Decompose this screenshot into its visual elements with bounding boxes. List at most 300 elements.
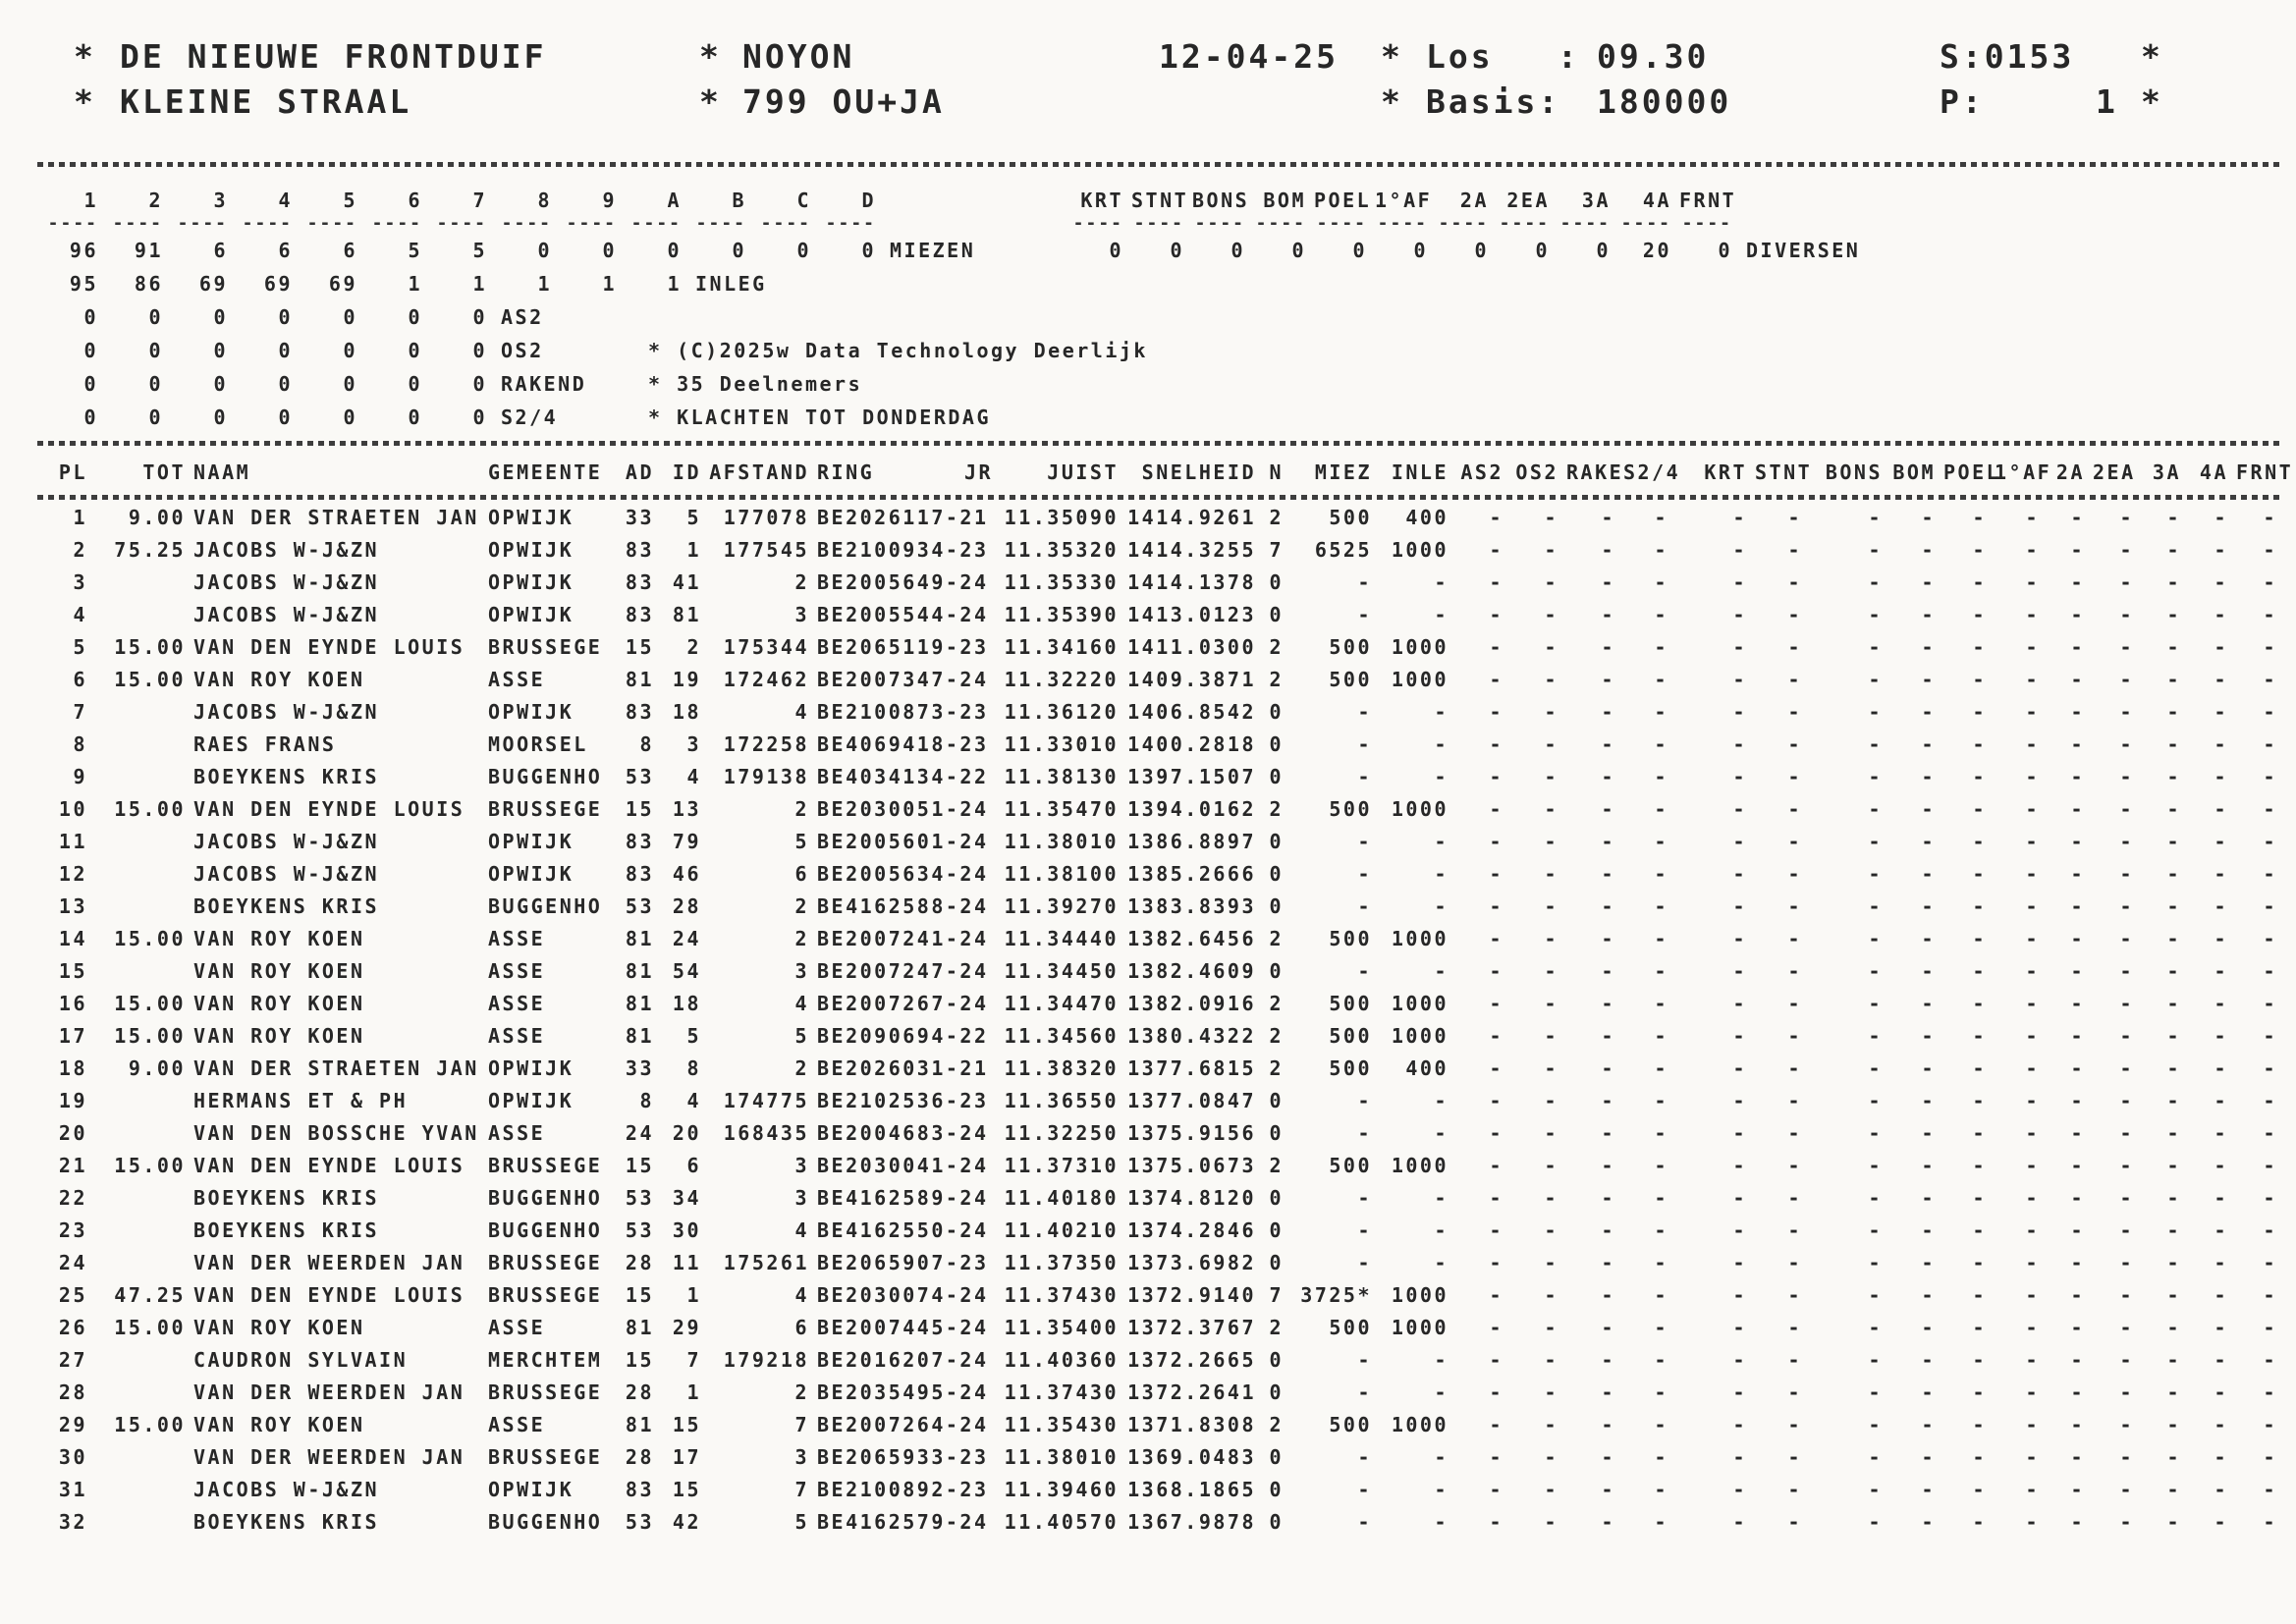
result-row <box>37 630 2281 663</box>
cell-id: 5 <box>686 505 701 529</box>
cell-4a: - <box>2214 569 2228 594</box>
cell-bons: - <box>1868 699 1883 724</box>
club-name: DE NIEUWE FRONTDUIF <box>120 37 547 76</box>
cell-rake: - <box>1601 1380 1615 1404</box>
cell-id: 42 <box>672 1509 701 1534</box>
cell-s2-4: - <box>1654 1218 1668 1242</box>
cell-rake: - <box>1601 829 1615 853</box>
cell-rake: - <box>1601 569 1615 594</box>
cell-pl: 7 <box>73 699 87 724</box>
result-row <box>37 890 2281 922</box>
cell-naam: VAN DER STRAETEN JAN <box>193 1056 479 1080</box>
cell-id: 11 <box>672 1250 701 1274</box>
cell-ring: BE2100873-23 <box>817 699 989 724</box>
cell-n: 0 <box>1269 829 1284 853</box>
cell-snelheid: 1394.0162 <box>1127 796 1256 821</box>
cell-os2: - <box>1544 893 1558 918</box>
cell-as2: - <box>1489 1250 1503 1274</box>
cell-2ea: - <box>2119 861 2134 886</box>
cell-naam: VAN DEN EYNDE LOUIS <box>193 796 465 821</box>
stats-row-label: DIVERSEN <box>1746 239 1861 262</box>
cell-3a: - <box>2166 1509 2181 1534</box>
cell-2a: - <box>2070 1509 2085 1534</box>
cell-gemeente: BRUSSEGE <box>488 796 603 821</box>
cell-os2: - <box>1544 1347 1558 1372</box>
cell-4a: - <box>2214 1056 2228 1080</box>
cell-bom: - <box>1921 634 1936 659</box>
cell-bons: - <box>1868 667 1883 691</box>
star-mark: * <box>1381 82 1403 121</box>
cell-3a: - <box>2166 1282 2181 1307</box>
stats-value: 0 <box>1230 239 1245 262</box>
stats-label-spacer <box>1736 173 1893 212</box>
cell-os2: - <box>1544 1444 1558 1469</box>
stats-value: 0 <box>1718 239 1732 262</box>
cell-stnt: - <box>1787 634 1802 659</box>
cell-stnt: - <box>1787 1477 1802 1501</box>
stats-value: 0 <box>343 305 357 329</box>
cell-pl: 18 <box>58 1056 87 1080</box>
stats-value: 0 <box>343 372 357 396</box>
cell-s2-4: - <box>1654 731 1668 756</box>
cell-bons: - <box>1868 926 1883 950</box>
cell-ad: 53 <box>625 1509 654 1534</box>
cell-rake: - <box>1601 634 1615 659</box>
cell-3a: - <box>2166 1250 2181 1274</box>
cell-rake: - <box>1601 764 1615 788</box>
cell-as2: - <box>1489 569 1503 594</box>
cell-4a: - <box>2214 602 2228 626</box>
stats-value: 0 <box>472 339 487 362</box>
cell-juist: 11.37430 <box>1004 1380 1119 1404</box>
cell-2a: - <box>2070 731 2085 756</box>
stats-row-s2-4 <box>37 401 1893 434</box>
cell-bom: - <box>1921 1380 1936 1404</box>
result-row <box>37 1376 2281 1408</box>
result-row <box>37 1214 2281 1246</box>
cell-pl: 5 <box>73 634 87 659</box>
cell-ad: 15 <box>625 1347 654 1372</box>
col-krt: KRT <box>1704 460 1747 484</box>
cell-naam: JACOBS W-J&ZN <box>193 602 380 626</box>
cell-juist: 11.39270 <box>1004 893 1119 918</box>
cell-krt: - <box>1732 699 1747 724</box>
cell-stnt: - <box>1787 1088 1802 1112</box>
cell-gemeente: OPWIJK <box>488 1088 574 1112</box>
cell-s2-4: - <box>1654 829 1668 853</box>
cell-s2-4: - <box>1654 1347 1668 1372</box>
cell-rake: - <box>1601 893 1615 918</box>
cell-s2-4: - <box>1654 1250 1668 1274</box>
cell-krt: - <box>1732 1120 1747 1145</box>
col-afstand: AFSTAND <box>709 460 809 484</box>
cell-2ea: - <box>2119 1120 2134 1145</box>
stats-col-7: 7 <box>472 189 487 212</box>
stats-value: 0 <box>278 339 293 362</box>
cell-2a: - <box>2070 699 2085 724</box>
cell-4a: - <box>2214 699 2228 724</box>
cell-os2: - <box>1544 1509 1558 1534</box>
cell-miez: - <box>1357 1185 1372 1210</box>
stats-row-label-cell <box>491 367 1893 401</box>
cell-3a: - <box>2166 1218 2181 1242</box>
cell-frnt: - <box>2263 991 2277 1015</box>
col-ring: RING <box>817 460 875 484</box>
cell-as2: - <box>1489 893 1503 918</box>
cell-2a: - <box>2070 861 2085 886</box>
cell-as2: - <box>1489 926 1503 950</box>
cell-2a: - <box>2070 926 2085 950</box>
stats-value: 0 <box>83 406 98 429</box>
cell-ad: 28 <box>625 1250 654 1274</box>
stats-value: 0 <box>343 339 357 362</box>
cell-stnt: - <box>1787 829 1802 853</box>
cell-pl: 1 <box>73 505 87 529</box>
cell-3a: - <box>2166 1315 2181 1339</box>
cell-ring: BE2005601-24 <box>817 829 989 853</box>
cell-krt: - <box>1732 893 1747 918</box>
cell-poel: - <box>1972 634 1987 659</box>
cell-tot: 15.00 <box>114 1412 186 1436</box>
cell-s2-4: - <box>1654 764 1668 788</box>
release-label: Los <box>1426 37 1494 76</box>
cell-poel: - <box>1972 1509 1987 1534</box>
stats-value: 0 <box>1596 239 1611 262</box>
cell-gemeente: BUGGENHO <box>488 893 603 918</box>
col-2ea: 2EA <box>2093 460 2136 484</box>
cell-n: 0 <box>1269 1347 1284 1372</box>
cell-s2-4: - <box>1654 1185 1668 1210</box>
cell-1af: - <box>2025 1477 2040 1501</box>
cell-n: 0 <box>1269 1509 1284 1534</box>
cell-1af: - <box>2025 764 2040 788</box>
cell-as2: - <box>1489 1153 1503 1177</box>
result-row <box>37 954 2281 987</box>
cell-ring: BE2065119-23 <box>817 634 989 659</box>
cell-bons: - <box>1868 1509 1883 1534</box>
cell-juist: 11.37350 <box>1004 1250 1119 1274</box>
cell-3a: - <box>2166 861 2181 886</box>
cell-1af: - <box>2025 1088 2040 1112</box>
cell-bom: - <box>1921 1153 1936 1177</box>
cell-snelheid: 1414.9261 <box>1127 505 1256 529</box>
cell-4a: - <box>2214 764 2228 788</box>
cell-gemeente: OPWIJK <box>488 829 574 853</box>
cell-as2: - <box>1489 1315 1503 1339</box>
cell-3a: - <box>2166 1088 2181 1112</box>
cell-3a: - <box>2166 764 2181 788</box>
cell-snelheid: 1409.3871 <box>1127 667 1256 691</box>
cell-miez: - <box>1357 569 1372 594</box>
cell-krt: - <box>1732 861 1747 886</box>
col-frnt: FRNT <box>2236 460 2294 484</box>
cell-bom: - <box>1921 731 1936 756</box>
cell-rake: - <box>1601 505 1615 529</box>
cell-n: 0 <box>1269 764 1284 788</box>
cell-id: 18 <box>672 991 701 1015</box>
cell-tot <box>91 825 190 857</box>
cell-ring: BE2030051-24 <box>817 796 989 821</box>
cell-2a: - <box>2070 667 2085 691</box>
cell-2ea: - <box>2119 1023 2134 1048</box>
cell-ad: 83 <box>625 861 654 886</box>
cell-4a: - <box>2214 537 2228 562</box>
col-bons: BONS <box>1825 460 1883 484</box>
cell-miez: - <box>1357 1088 1372 1112</box>
cell-1af: - <box>2025 1056 2040 1080</box>
cell-frnt: - <box>2263 1218 2277 1242</box>
cell-2a: - <box>2070 1380 2085 1404</box>
col-rake: RAKE <box>1566 460 1624 484</box>
cell-pl: 17 <box>58 1023 87 1048</box>
race-name: NOYON <box>742 37 855 76</box>
cell-ad: 81 <box>625 1315 654 1339</box>
stats-value: 1 <box>602 272 617 296</box>
cell-bom: - <box>1921 699 1936 724</box>
cell-3a: - <box>2166 1380 2181 1404</box>
cell-2ea: - <box>2119 926 2134 950</box>
result-row <box>37 987 2281 1019</box>
cell-frnt: - <box>2263 1347 2277 1372</box>
cell-gemeente: BRUSSEGE <box>488 1250 603 1274</box>
cell-pl: 11 <box>58 829 87 853</box>
cell-2ea: - <box>2119 1185 2134 1210</box>
cell-pl: 31 <box>58 1477 87 1501</box>
cell-naam: VAN ROY KOEN <box>193 667 365 691</box>
stats-value: 0 <box>796 239 811 262</box>
col-miez: MIEZ <box>1314 460 1372 484</box>
cell-s2-4: - <box>1654 1023 1668 1048</box>
cell-3a: - <box>2166 893 2181 918</box>
cell-ring: BE4069418-23 <box>817 731 989 756</box>
cell-stnt: - <box>1787 958 1802 983</box>
cell-naam: VAN DEN EYNDE LOUIS <box>193 1282 465 1307</box>
cell-bons: - <box>1868 764 1883 788</box>
cell-krt: - <box>1732 991 1747 1015</box>
cell-snelheid: 1382.0916 <box>1127 991 1256 1015</box>
cell-gemeente: OPWIJK <box>488 1056 574 1080</box>
cell-stnt: - <box>1787 1120 1802 1145</box>
stats-value: 0 <box>1352 239 1367 262</box>
cell-bons: - <box>1868 602 1883 626</box>
cell-ad: 33 <box>625 1056 654 1080</box>
col-bom: BOM <box>1892 460 1936 484</box>
stats-value: 91 <box>134 239 163 262</box>
stats-value: 6 <box>213 239 228 262</box>
cell-ad: 81 <box>625 1023 654 1048</box>
cell-bons: - <box>1868 893 1883 918</box>
stats-value: 0 <box>83 305 98 329</box>
cell-snelheid: 1380.4322 <box>1127 1023 1256 1048</box>
cell-ad: 83 <box>625 699 654 724</box>
cell-frnt: - <box>2263 893 2277 918</box>
stats-value: 0 <box>537 239 552 262</box>
cell-naam: JACOBS W-J&ZN <box>193 699 380 724</box>
cell-bons: - <box>1868 634 1883 659</box>
cell-2ea: - <box>2119 991 2134 1015</box>
cell-frnt: - <box>2263 796 2277 821</box>
cell-ad: 15 <box>625 1282 654 1307</box>
cell-as2: - <box>1489 1056 1503 1080</box>
cell-as2: - <box>1489 667 1503 691</box>
stats-value: 1 <box>667 272 682 296</box>
cell-bom: - <box>1921 1023 1936 1048</box>
cell-snelheid: 1373.6982 <box>1127 1250 1256 1274</box>
cell-id: 20 <box>672 1120 701 1145</box>
cell-pl: 26 <box>58 1315 87 1339</box>
cell-stnt: - <box>1787 667 1802 691</box>
cell-n: 0 <box>1269 1250 1284 1274</box>
cell-2a: - <box>2070 505 2085 529</box>
cell-id: 18 <box>672 699 701 724</box>
cell-pl: 23 <box>58 1218 87 1242</box>
cell-rake: - <box>1601 1509 1615 1534</box>
cell-poel: - <box>1972 1444 1987 1469</box>
stats-value: 0 <box>213 372 228 396</box>
cell-krt: - <box>1732 958 1747 983</box>
cell-as2: - <box>1489 505 1503 529</box>
cell-2a: - <box>2070 1056 2085 1080</box>
cell-ad: 53 <box>625 893 654 918</box>
cell-id: 81 <box>672 602 701 626</box>
cell-inle: - <box>1434 699 1449 724</box>
cell-bom: - <box>1921 1347 1936 1372</box>
cell-stnt: - <box>1787 1056 1802 1080</box>
cell-rake: - <box>1601 1218 1615 1242</box>
cell-miez: 3725* <box>1300 1282 1372 1307</box>
sheet-header <box>37 29 2282 155</box>
cell-afstand: 3 <box>794 958 809 983</box>
cell-as2: - <box>1489 796 1503 821</box>
cell-miez: - <box>1357 1509 1372 1534</box>
cell-n: 2 <box>1269 667 1284 691</box>
stats-row-label: OS2 <box>501 339 544 362</box>
cell-frnt: - <box>2263 958 2277 983</box>
stats-col-FRNT: FRNT <box>1679 189 1737 212</box>
cell-juist: 11.38320 <box>1004 1056 1119 1080</box>
cell-ring: BE2005649-24 <box>817 569 989 594</box>
cell-2ea: - <box>2119 537 2134 562</box>
cell-4a: - <box>2214 731 2228 756</box>
cell-1af: - <box>2025 991 2040 1015</box>
cell-bom: - <box>1921 1412 1936 1436</box>
cell-bons: - <box>1868 1347 1883 1372</box>
stats-value: 0 <box>1291 239 1306 262</box>
stats-row-inleg <box>37 267 1893 300</box>
stats-value: 0 <box>83 372 98 396</box>
stats-col-6: 6 <box>408 189 422 212</box>
cell-2a: - <box>2070 829 2085 853</box>
cell-rake: - <box>1601 1120 1615 1145</box>
cell-bons: - <box>1868 861 1883 886</box>
cell-ad: 83 <box>625 829 654 853</box>
cell-tot: 15.00 <box>114 634 186 659</box>
cell-krt: - <box>1732 1444 1747 1469</box>
cell-naam: VAN DER WEERDEN JAN <box>193 1444 465 1469</box>
cell-frnt: - <box>2263 634 2277 659</box>
cell-afstand: 2 <box>794 926 809 950</box>
cell-rake: - <box>1601 537 1615 562</box>
stats-dash: ---- <box>242 212 293 234</box>
result-row <box>37 533 2281 566</box>
cell-miez: 500 <box>1329 667 1372 691</box>
cell-id: 8 <box>686 1056 701 1080</box>
cell-bons: - <box>1868 1088 1883 1112</box>
cell-rake: - <box>1601 1444 1615 1469</box>
cell-poel: - <box>1972 958 1987 983</box>
cell-1af: - <box>2025 1347 2040 1372</box>
cell-frnt: - <box>2263 731 2277 756</box>
cell-id: 46 <box>672 861 701 886</box>
result-row <box>37 760 2281 792</box>
result-row <box>37 825 2281 857</box>
stats-value: 1 <box>472 272 487 296</box>
cell-3a: - <box>2166 958 2181 983</box>
cell-inle: 1000 <box>1391 1412 1449 1436</box>
cell-1af: - <box>2025 861 2040 886</box>
race-entry-count: 799 OU+JA <box>742 82 945 121</box>
cell-ring: BE2005544-24 <box>817 602 989 626</box>
col-snelheid: SNELHEID <box>1141 460 1256 484</box>
cell-n: 2 <box>1269 991 1284 1015</box>
cell-bons: - <box>1868 1380 1883 1404</box>
cell-pl: 22 <box>58 1185 87 1210</box>
cell-snelheid: 1372.2665 <box>1127 1347 1256 1372</box>
cell-2a: - <box>2070 1185 2085 1210</box>
stats-row-label: AS2 <box>501 305 544 329</box>
cell-gemeente: BUGGENHO <box>488 1218 603 1242</box>
cell-gemeente: OPWIJK <box>488 569 574 594</box>
cell-inle: - <box>1434 958 1449 983</box>
cell-4a: - <box>2214 958 2228 983</box>
cell-afstand: 5 <box>794 1509 809 1534</box>
cell-tot <box>91 1505 190 1538</box>
cell-1af: - <box>2025 958 2040 983</box>
cell-afstand: 7 <box>794 1412 809 1436</box>
cell-ring: BE2100892-23 <box>817 1477 989 1501</box>
cell-n: 0 <box>1269 1218 1284 1242</box>
cell-as2: - <box>1489 1380 1503 1404</box>
cell-snelheid: 1375.9156 <box>1127 1120 1256 1145</box>
cell-n: 0 <box>1269 699 1284 724</box>
cell-2ea: - <box>2119 1380 2134 1404</box>
cell-gemeente: OPWIJK <box>488 699 574 724</box>
cell-miez: 500 <box>1329 926 1372 950</box>
stats-value: 0 <box>343 406 357 429</box>
cell-2ea: - <box>2119 1250 2134 1274</box>
cell-inle: 1000 <box>1391 1282 1449 1307</box>
cell-as2: - <box>1489 1347 1503 1372</box>
stats-value: 0 <box>472 305 487 329</box>
cell-3a: - <box>2166 1477 2181 1501</box>
cell-poel: - <box>1972 667 1987 691</box>
stats-value: 0 <box>472 372 487 396</box>
cell-afstand: 5 <box>794 1023 809 1048</box>
cell-bons: - <box>1868 1218 1883 1242</box>
stats-value: 0 <box>408 372 422 396</box>
cell-naam: VAN DER WEERDEN JAN <box>193 1250 465 1274</box>
cell-1af: - <box>2025 1444 2040 1469</box>
cell-os2: - <box>1544 569 1558 594</box>
cell-snelheid: 1400.2818 <box>1127 731 1256 756</box>
cell-ring: BE2030041-24 <box>817 1153 989 1177</box>
cell-bom: - <box>1921 926 1936 950</box>
cell-stnt: - <box>1787 861 1802 886</box>
star-mark: * <box>1381 37 1403 76</box>
cell-s2-4: - <box>1654 991 1668 1015</box>
cell-stnt: - <box>1787 1218 1802 1242</box>
cell-naam: HERMANS ET & PH <box>193 1088 409 1112</box>
